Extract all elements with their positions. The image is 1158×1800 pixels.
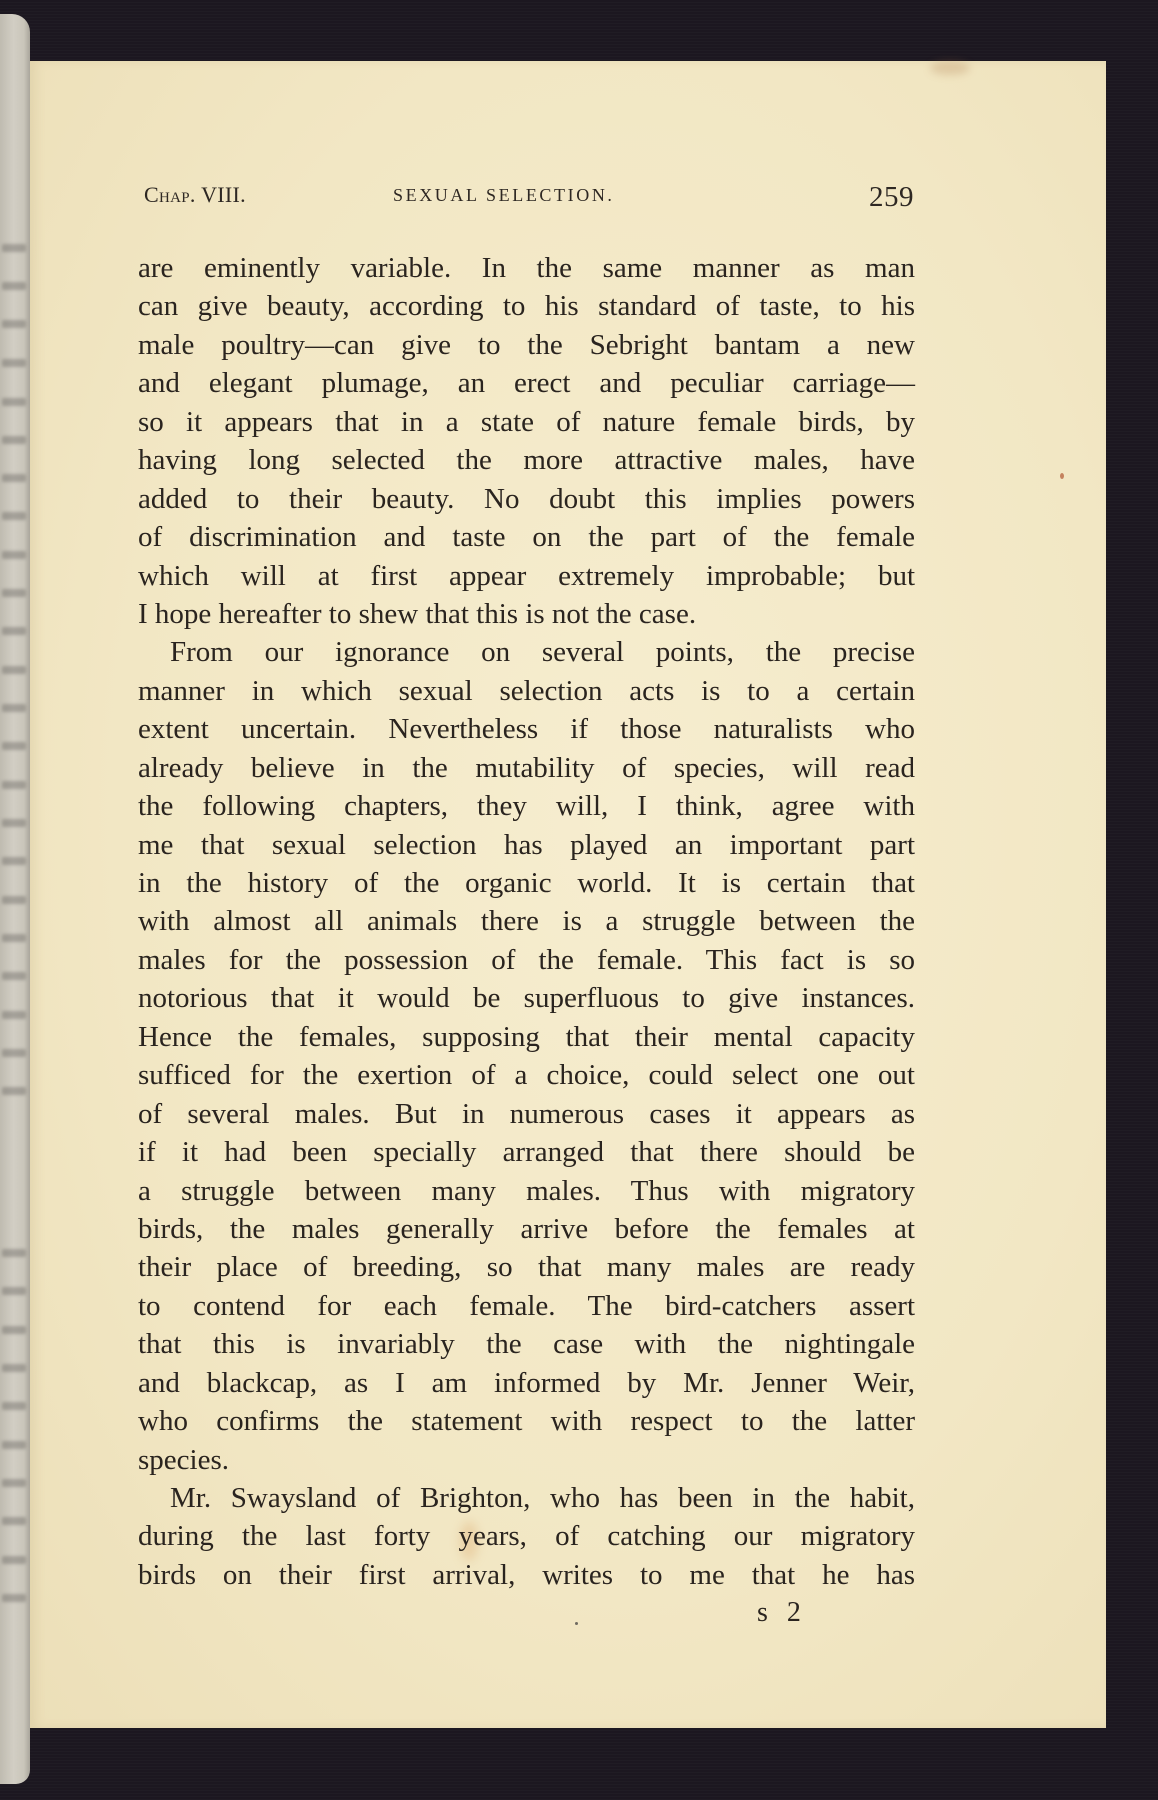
text-line: sufficed for the exertion of a choice, could select one out [138, 1059, 915, 1092]
blurred-text-line [2, 742, 26, 750]
blurred-text-line [2, 1049, 26, 1057]
blurred-text-line [2, 1441, 26, 1449]
text-line: birds, the males generally arrive before the females at [138, 1212, 915, 1245]
signature-mark: s 2 [757, 1597, 807, 1628]
text-line: of several males. But in numerous cases it appears as [138, 1097, 915, 1130]
text-line: if it had been specially arranged that there should be [138, 1136, 915, 1169]
blurred-text-line [2, 1402, 26, 1410]
text-line: can give beauty, according to his standard of taste, to his [138, 290, 915, 323]
text-line: and blackcap, as I am informed by Mr. Jenner Weir, [138, 1366, 915, 1399]
running-title: SEXUAL SELECTION. [393, 185, 615, 205]
blurred-text-line [2, 1011, 26, 1019]
blurred-text-line [2, 1556, 26, 1564]
text-line: in the history of the organic world. It is certain that [138, 867, 915, 899]
blurred-text-line [2, 436, 26, 444]
blurred-text-line [2, 934, 26, 942]
text-line: From our ignorance on several points, the precise [170, 636, 915, 669]
text-line: with almost all animals there is a struggle between the [138, 905, 915, 938]
blurred-text-line [2, 857, 26, 865]
text-line: Mr. Swaysland of Brighton, who has been in the habit, [170, 1482, 915, 1514]
text-line: their place of breeding, so that many males are ready [138, 1251, 915, 1284]
text-line: of discrimination and taste on the part of the female [138, 521, 915, 554]
blurred-text-line [2, 1594, 26, 1602]
paper-speck [575, 1622, 578, 1625]
previous-pages-edge [0, 14, 30, 1784]
blurred-text-line [2, 1326, 26, 1334]
blurred-text-line [2, 1517, 26, 1525]
text-line: having long selected the more attractive males, have [138, 444, 915, 477]
blurred-text-line [2, 244, 26, 252]
paper-stain [930, 61, 970, 75]
blurred-text-line [2, 398, 26, 406]
blurred-text-line [2, 359, 26, 367]
text-line: are eminently variable. In the same manner as man [138, 252, 915, 284]
blurred-text-line [2, 1087, 26, 1095]
blurred-text-line [2, 589, 26, 597]
text-line: species. [138, 1443, 229, 1476]
text-line: that this is invariably the case with the nightingale [138, 1328, 915, 1361]
blurred-text-line [2, 1287, 26, 1295]
blurred-text-line [2, 474, 26, 482]
text-line: during the last forty years, of catching our migratory [138, 1520, 915, 1553]
text-line: Hence the females, supposing that their mental capacity [138, 1020, 915, 1053]
text-line: I hope hereafter to shew that this is not the case. [138, 597, 697, 630]
paper-speck [1060, 473, 1064, 479]
blurred-text-line [2, 512, 26, 520]
text-line: the following chapters, they will, I think, agree with [138, 790, 915, 823]
text-line: a struggle between many males. Thus with migratory [138, 1174, 915, 1207]
text-line: notorious that it would be superfluous to give instances. [138, 982, 915, 1015]
text-line: birds on their first arrival, writes to me that he has [138, 1558, 915, 1591]
blurred-text-line [2, 551, 26, 559]
chapter-label: Chap. VIII. [144, 182, 246, 207]
blurred-text-line [2, 896, 26, 904]
text-line: and elegant plumage, an erect and peculiar carriage— [138, 367, 915, 400]
text-line: male poultry—can give to the Sebright bantam a new [138, 328, 915, 361]
blurred-text-line [2, 1249, 26, 1257]
body-text [138, 249, 915, 1594]
blurred-text-line [2, 1479, 26, 1487]
text-line: which will at first appear extremely improbable; but [138, 559, 915, 592]
text-line: to contend for each female. The bird-catchers assert [138, 1289, 915, 1322]
blurred-text-line [2, 282, 26, 290]
blurred-text-line [2, 972, 26, 980]
text-line: manner in which sexual selection acts is to a certain [138, 674, 915, 707]
blurred-text-line [2, 666, 26, 674]
blurred-text-line [2, 704, 26, 712]
text-line: me that sexual selection has played an important part [138, 828, 915, 861]
blurred-text-line [2, 320, 26, 328]
text-line: extent uncertain. Nevertheless if those naturalists who [138, 713, 915, 746]
text-line: added to their beauty. No doubt this implies powers [138, 482, 915, 515]
text-line: already believe in the mutability of species, will read [138, 751, 915, 784]
text-line: who confirms the statement with respect to the latter [138, 1405, 915, 1438]
blurred-text-line [2, 627, 26, 635]
blurred-text-line [2, 1364, 26, 1372]
blurred-text-line [2, 781, 26, 789]
blurred-text-line [2, 819, 26, 827]
text-line: so it appears that in a state of nature female birds, by [138, 405, 915, 438]
text-line: males for the possession of the female. This fact is so [138, 943, 915, 976]
page-number: 259 [869, 181, 914, 213]
